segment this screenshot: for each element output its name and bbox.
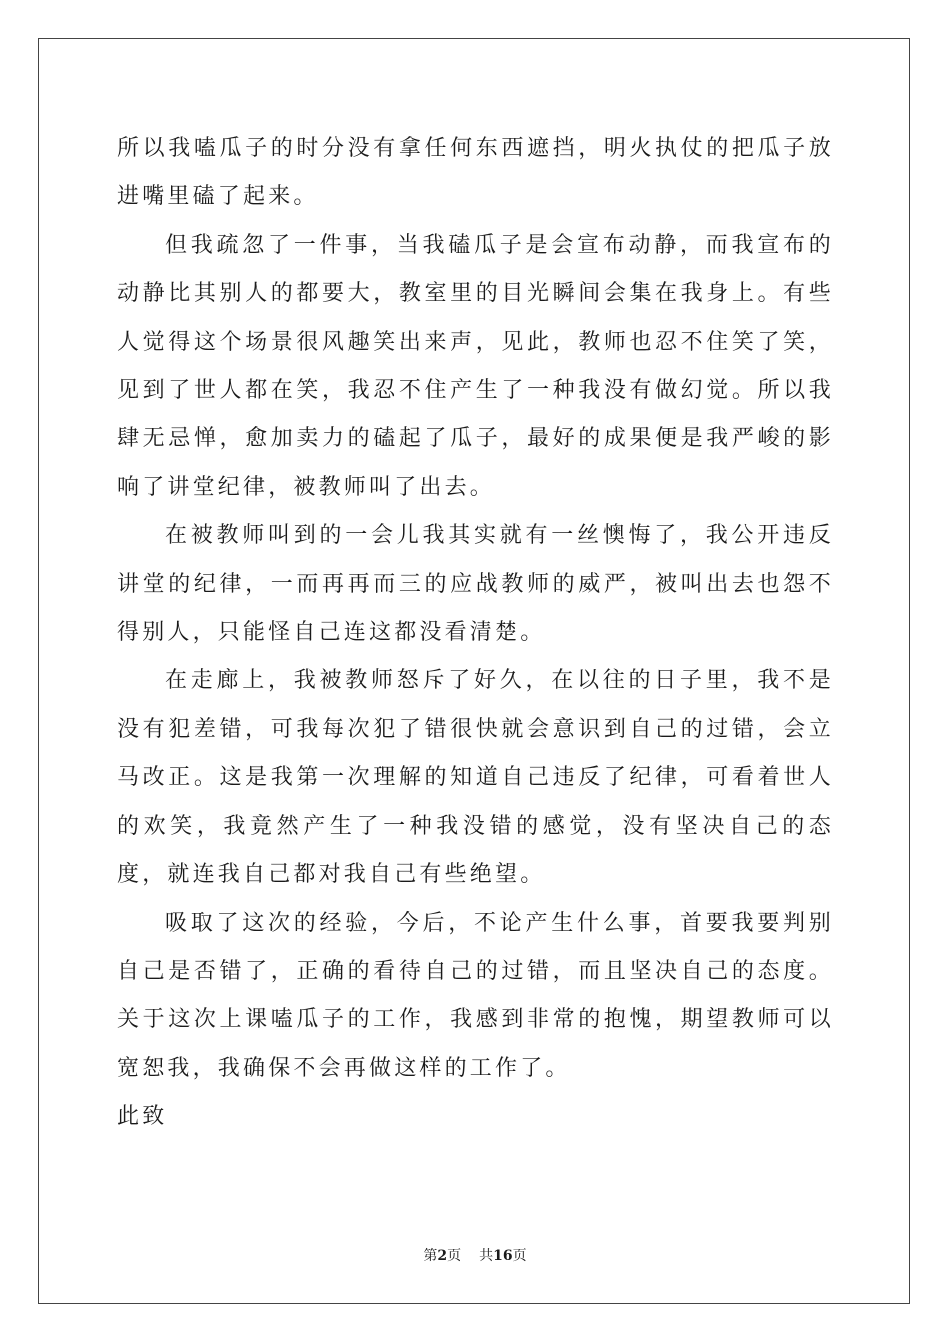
page-prefix: 第	[423, 1248, 438, 1264]
page-footer	[0, 1247, 950, 1265]
paragraph-5: 吸取了这次的经验，今后，不论产生什么事，首要我要判别自己是否错了，正确的看待自己的过错，而且坚决自己的态度。关于这次上课嗑瓜子的工作，我感到非常的抱愧，期望教师可以宽恕我，我确保不会再做这样的工作了。	[117, 910, 834, 1081]
page-suffix: 页	[447, 1248, 462, 1264]
total-pages: 16	[493, 1248, 513, 1264]
closing-salutation: 此致	[117, 1104, 168, 1130]
paragraph-3: 在被教师叫到的一会儿我其实就有一丝懊悔了，我公开违反讲堂的纪律，一而再再而三的应战教师的威严，被叫出去也怨不得别人，只能怪自己连这都没看清楚。	[117, 523, 834, 646]
paragraph-1: 所以我嗑瓜子的时分没有拿任何东西遮挡，明火执仗的把瓜子放进嘴里磕了起来。	[117, 136, 834, 210]
page-number: 2	[437, 1248, 448, 1264]
paragraph-4: 在走廊上，我被教师怒斥了好久，在以往的日子里，我不是没有犯差错，可我每次犯了错很快就会意识到自己的过错，会立马改正。这是我第一次理解的知道自己违反了纪律，可看着世人的欢笑，我竟然产生了一种我没错的感觉，没有坚决自己的态度，就连我自己都对我自己有些绝望。	[117, 668, 834, 888]
total-prefix: 共	[479, 1248, 494, 1264]
document-body	[117, 125, 834, 1142]
total-suffix: 页	[512, 1248, 527, 1264]
paragraph-2: 但我疏忽了一件事，当我磕瓜子是会宣布动静，而我宣布的动静比其别人的都要大，教室里的目光瞬间会集在我身上。有些人觉得这个场景很风趣笑出来声，见此，教师也忍不住笑了笑，见到了世人都在笑，我忍不住产生了一种我没有做幻觉。所以我肆无忌惮，愈加卖力的磕起了瓜子，最好的成果便是我严峻的影响了讲堂纪律，被教师叫了出去。	[117, 232, 834, 500]
